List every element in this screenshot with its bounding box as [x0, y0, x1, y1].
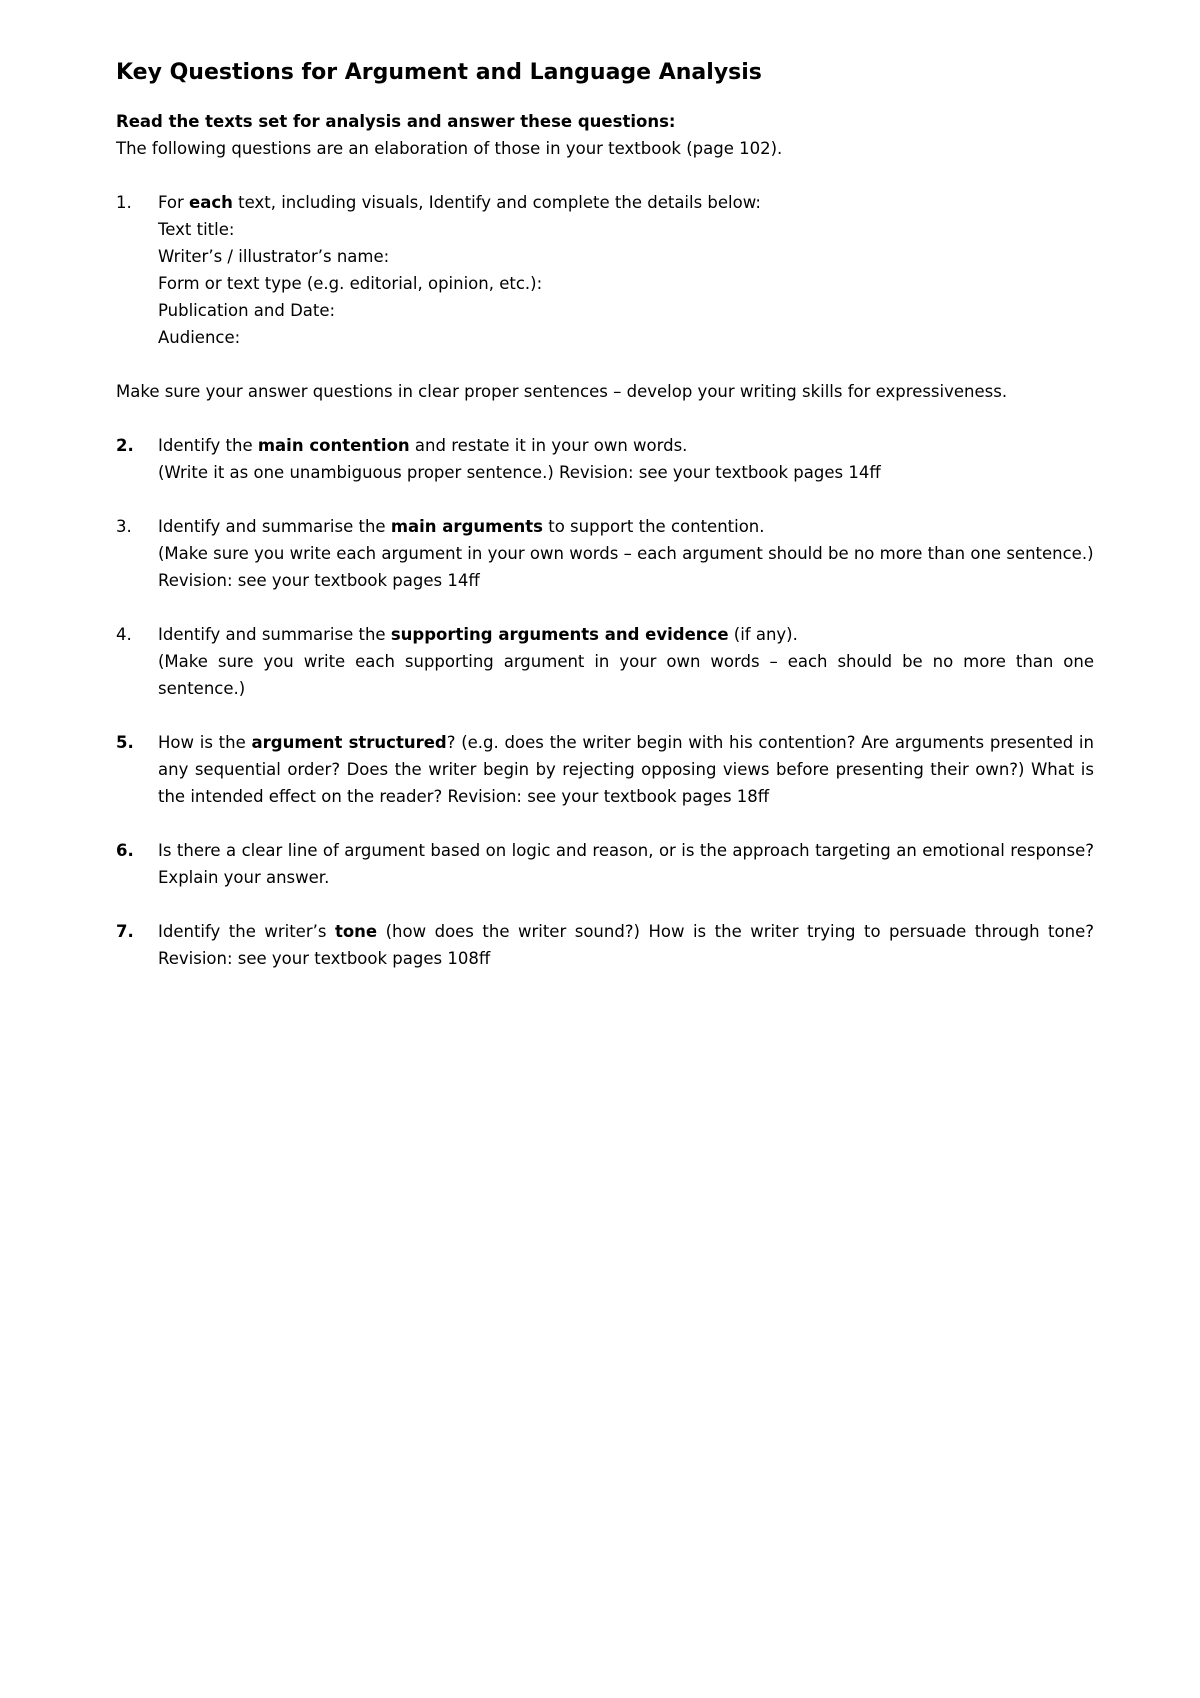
question-text-part: Identify the writer’s [158, 922, 335, 941]
question-number: 6. [116, 841, 134, 860]
writing-note: Make sure your answer questions in clear proper sentences – develop your writing skills for expressiveness. [116, 382, 1008, 401]
question-emphasis: argument structured [251, 733, 447, 752]
intro-line: The following questions are an elaboration of those in your textbook (page 102). [116, 139, 783, 158]
question-text [158, 513, 1094, 540]
question-4 [116, 621, 1094, 702]
question-text [158, 621, 1094, 648]
question-text-part: ? (e.g. does the writer begin with his contention? Are arguments presented in any sequential order? Does the writer begin by rejecting opposing views before presenting their own?) What is the intended effect on the reader? Revision: see your textbook pages 18ff [158, 733, 1094, 806]
question-note: (Write it as one unambiguous proper sentence.) Revision: see your textbook pages 14ff [158, 463, 881, 482]
question-emphasis: main arguments [390, 517, 543, 536]
question-text-part: For [158, 193, 190, 212]
question-text-part: (if any). [728, 625, 798, 644]
question-text-part: Identify the [158, 436, 258, 455]
document-title: Key Questions for Argument and Language Analysis [116, 60, 762, 85]
question-text-part: to support the contention. [542, 517, 765, 536]
detail-publication-date: Publication and Date: [158, 301, 336, 320]
question-emphasis: each [189, 193, 233, 212]
question-3 [116, 513, 1094, 594]
question-emphasis: main contention [257, 436, 410, 455]
question-text-part: text, including visuals, Identify and complete the details below: [232, 193, 761, 212]
question-text-part: How is the [158, 733, 252, 752]
question-1 [116, 189, 1094, 351]
question-text [158, 432, 1094, 459]
question-number: 5. [116, 733, 134, 752]
question-emphasis: supporting arguments and evidence [390, 625, 729, 644]
detail-audience: Audience: [158, 328, 241, 347]
question-text [158, 918, 1094, 972]
question-2 [116, 432, 1094, 486]
question-emphasis: tone [334, 922, 378, 941]
detail-list [158, 216, 1094, 351]
question-number: 4. [116, 625, 132, 644]
question-text-part: Identify and summarise the [158, 625, 391, 644]
question-text [158, 729, 1094, 810]
question-note: (Make sure you write each supporting argument in your own words – each should be no more than one sentence.) [158, 652, 1094, 698]
question-text-part: and restate it in your own words. [409, 436, 688, 455]
intro-heading: Read the texts set for analysis and answer these questions: [116, 112, 676, 131]
question-number: 1. [116, 193, 132, 212]
question-text-part: (how does the writer sound?) How is the writer trying to persuade through tone? Revision: see your textbook pages 108ff [158, 922, 1094, 968]
question-6 [116, 837, 1094, 891]
question-note: (Make sure you write each argument in your own words – each argument should be no more than one sentence.) Revision: see your textbook pages 14ff [158, 544, 1094, 590]
question-number: 3. [116, 517, 132, 536]
question-text-part: Identify and summarise the [158, 517, 391, 536]
question-text [158, 189, 1094, 216]
question-text: Is there a clear line of argument based on logic and reason, or is the approach targeting an emotional response? Explain your answer. [158, 841, 1094, 887]
detail-text-title: Text title: [158, 220, 235, 239]
detail-writer-name: Writer’s / illustrator’s name: [158, 247, 390, 266]
document-body [116, 108, 1094, 972]
question-number: 2. [116, 436, 134, 455]
detail-form-type: Form or text type (e.g. editorial, opinion, etc.): [158, 274, 543, 293]
question-5 [116, 729, 1094, 810]
document-page [116, 58, 1094, 999]
question-7 [116, 918, 1094, 972]
question-number: 7. [116, 922, 134, 941]
